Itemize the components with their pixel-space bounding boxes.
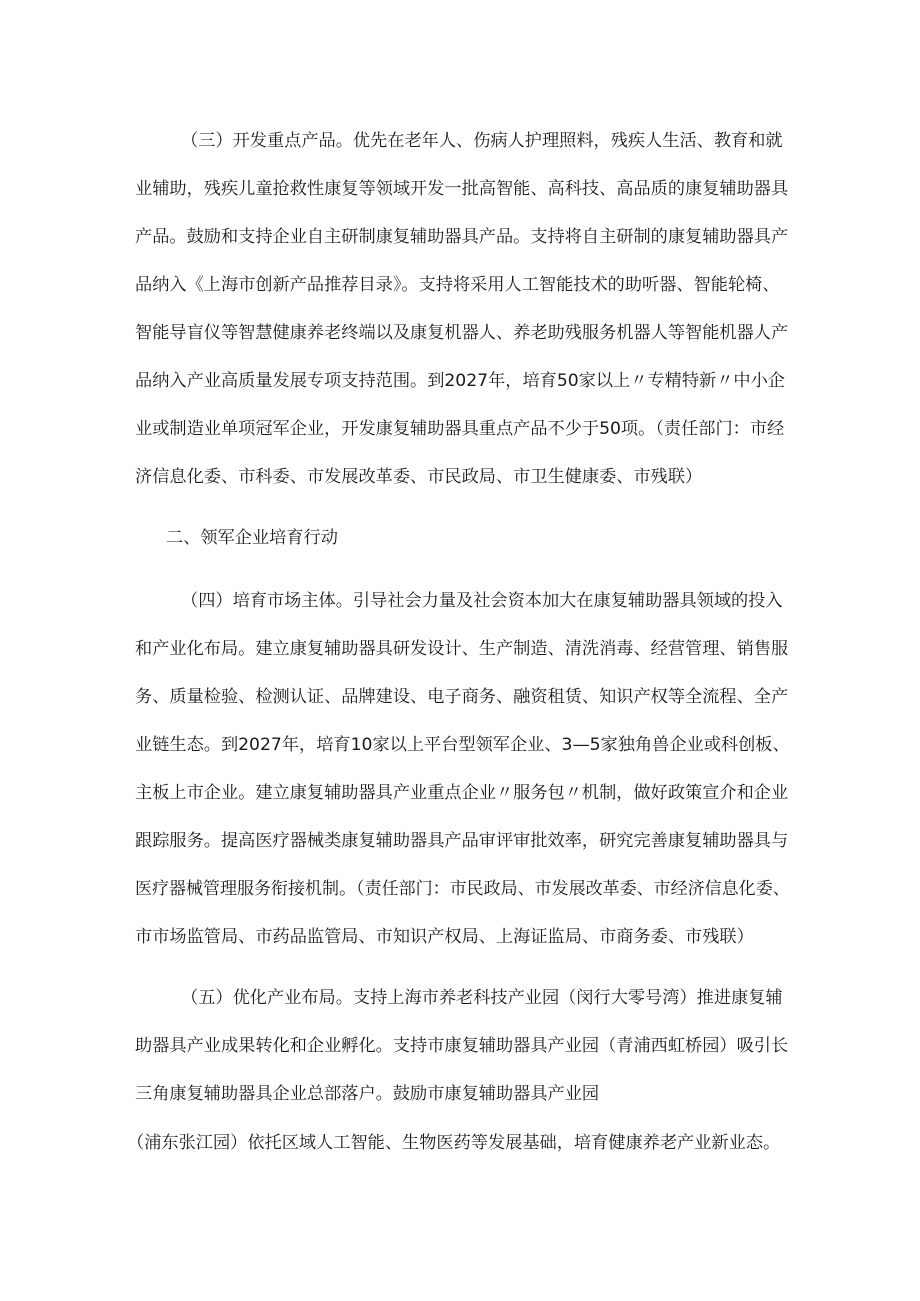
- section-heading: 二、领军企业培育行动: [166, 528, 338, 548]
- paragraph-3-line-6: 品纳入产业高质量发展专项支持范围。到2027年，培育50家以上〃专精特新〃中小企: [135, 371, 785, 391]
- paragraph-4-line-3: 务、质量检验、检测认证、品牌建设、电子商务、融资租赁、知识产权等全流程、全产: [135, 687, 789, 707]
- paragraph-3-line-7: 业或制造业单项冠军企业，开发康复辅助器具重点产品不少于50项。（责任部门：市经: [135, 419, 785, 439]
- paragraph-3-line-5: 智能导盲仪等智慧健康养老终端以及康复机器人、养老助残服务机器人等智能机器人产: [135, 323, 789, 343]
- paragraph-4-line-7: 医疗器械管理服务衔接机制。（责任部门：市民政局、市发展改革委、市经济信息化委、: [135, 879, 790, 899]
- paragraph-4-line-2: 和产业化布局。建立康复辅助器具研发设计、生产制造、清洗消毒、经营管理、销售服: [135, 639, 789, 659]
- paragraph-3-line-8: 济信息化委、市科委、市发展改革委、市民政局、市卫生健康委、市残联）: [135, 467, 703, 487]
- paragraph-5-line-1: （五）优化产业布局。支持上海市养老科技产业园（闵行大零号湾）推进康复辅: [181, 988, 783, 1008]
- paragraph-5-line-3: 三角康复辅助器具企业总部落户。鼓励市康复辅助器具产业园: [135, 1084, 600, 1104]
- paragraph-3-line-2: 业辅助，残疾儿童抢救性康复等领域开发一批高智能、高科技、高品质的康复辅助器具: [135, 179, 789, 199]
- paragraph-3-line-3: 产品。鼓励和支持企业自主研制康复辅助器具产品。支持将自主研制的康复辅助器具产: [135, 227, 789, 247]
- paragraph-3-line-1: （三）开发重点产品。优先在老年人、伤病人护理照料，残疾人生活、教育和就: [181, 131, 783, 151]
- paragraph-4-line-5: 主板上市企业。建立康复辅助器具产业重点企业〃服务包〃机制，做好政策宣介和企业: [135, 783, 789, 803]
- paragraph-4-line-4: 业链生态。到2027年，培育10家以上平台型领军企业、3—5家独角兽企业或科创板、: [135, 735, 790, 755]
- paragraph-5-line-4: （浦东张江园）依托区域人工智能、生物医药等发展基础，培育健康养老产业新业态。: [127, 1133, 781, 1153]
- paragraph-5-line-2: 助器具产业成果转化和企业孵化。支持市康复辅助器具产业园（青浦西虹桥园）吸引长: [135, 1036, 789, 1056]
- paragraph-3-line-4: 品纳入《上海市创新产品推荐目录》。支持将采用人工智能技术的助听器、智能轮椅、: [135, 275, 780, 295]
- paragraph-4-line-8: 市市场监管局、市药品监管局、市知识产权局、上海证监局、市商务委、市残联）: [135, 927, 754, 947]
- paragraph-4-line-1: （四）培育市场主体。引导社会力量及社会资本加大在康复辅助器具领域的投入: [181, 591, 783, 611]
- paragraph-4-line-6: 跟踪服务。提高医疗器械类康复辅助器具产品审评审批效率，研究完善康复辅助器具与: [135, 831, 789, 851]
